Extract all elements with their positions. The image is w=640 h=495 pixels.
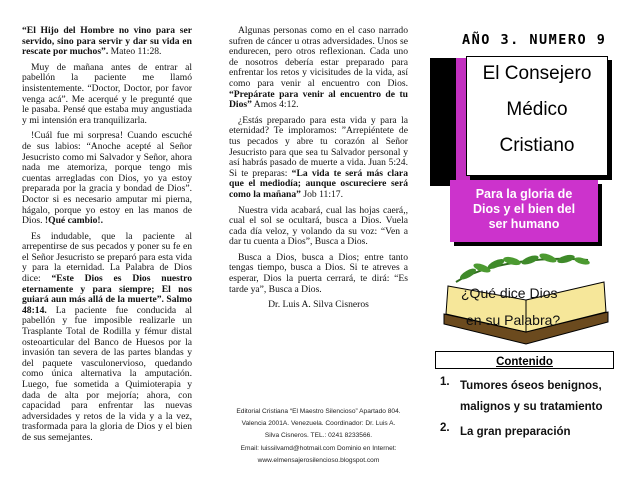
column-middle <box>229 26 408 316</box>
motto-line: Para la gloria de <box>475 187 573 201</box>
editorial-line: www.elmensajerosilencioso.blogspot.com <box>257 456 380 464</box>
title-line: Médico <box>506 99 568 120</box>
paragraph: Muy de mañana antes de entrar al pabellón la paciente me llamó insistentemente. “Doctor, Doctor, por favor venga acá”. Me acerqué y le pregunté que le pasaba. Pensé que estaba muy angustiada y mi intensión era tranquilizarla. <box>22 61 192 126</box>
paragraph-text: ¿Estás preparado para esta vida y para la eternidad? Te imploramos: ”Arrepiéntete de tus pecados y abre tu corazón al Señor Jesucristo para que sea tu Salvador personal y así habrás pasado de muerte a vida. Juan 5:24. Si te preparas: <box>229 114 408 179</box>
verse-quote: “La vida te será más clara que el mediodía; aunque oscureciere será como la mañana” <box>229 167 408 200</box>
paragraph-text: !Cuál fue mi sorpresa! Cuando escuché de sus labios: “Anoche acepté al Señor Jesucristo como mi Salvador y Señor, ahora nada me atemoriza, porque tengo mis cuentas arregladas con Dios, yo ya estoy preparada por la gracia y bondad de Dios”. Doctor si es necesario amputar mi pierna, hágalo, porque yo estoy en las manos de Dios. <box>22 130 192 227</box>
paragraph <box>229 116 408 201</box>
verse-reference: Mateo 11:28. <box>108 46 162 58</box>
opening-verse <box>22 26 192 58</box>
motto-box <box>450 180 598 242</box>
question-line: en su Palabra? <box>466 312 561 328</box>
editorial-line: Email: luissilvamd@hotmail.com Dominio en Internet: <box>240 444 397 452</box>
paragraph: Nuestra vida acabará, cual las hojas caerá,, cual el sol se ocultará, busca a Dios. Vuela cada día veloz, y volando da su voz: “Ven a dar tu cuenta a Dios”, Busca a Dios. <box>229 204 408 248</box>
verse-reference: Amos 4:12. <box>251 99 299 111</box>
contents-heading: Contenido <box>496 356 553 368</box>
toc-number: 2. <box>440 422 450 434</box>
verse-text: “El Hijo del Hombre no vino para ser servido, sino para servir y dar su vida en rescate por muchos”. <box>22 25 192 58</box>
paragraph <box>229 26 408 111</box>
paragraph: Busca a Dios, busca a Dios; entre tanto tengas tiempo, busca a Dios. Si te atreves a esperar, Dios la puerta cerrará, te dirá: “Es tarde ya”, Busca a Dios. <box>229 251 408 295</box>
paragraph-text: Algunas personas como en el caso narrado sufren de cáncer u otras adversidades. Unos se endurecen, pero otros reflexionan. Cada uno de nosotros debería estar preparado para enfrentar los retos y vicisitudes de la vida, así como para venir al encuentro con Dios. <box>229 25 408 89</box>
motto-line: Dios y el bien del <box>472 202 576 216</box>
verse-reference: Job 11:17. <box>300 188 343 200</box>
editorial-line: Valencia 2001A. Venezuela. Coordinador: Dr. Luis A. <box>241 420 396 428</box>
author-signature: Dr. Luis A. Silva Cisneros <box>268 299 369 311</box>
emphasis-text: !Qué cambio!. <box>44 215 104 227</box>
paragraph-text: Es indudable, que la paciente al arrepentirse de sus pecados y poner su fe en el Señor Jesucristo se preparó para esta vida y para la eternidad. La Palabra de Dios dice: <box>22 230 192 285</box>
paragraph-text: La paciente fue conducida al pabellón y fue imposible realizarle un Trasplante Total de Rodilla y fémur distal osteoarticular del Banco de Huesos por la invasión tan severa de las partes blandas y del paquete vasculonervioso, quedando como única alternativa la amputación. Luego, fue sometida a Quimioterapia y dada de alta por mejoría; ahora, con capacidad para enfrentar las nuevas adversidades y retos de la vida y a la vez, trasformada para la gloria de Dios y el bien de sus semejantes. <box>22 304 192 443</box>
toc-title: Tumores óseos benignos, malignos y su tratamiento <box>460 380 603 413</box>
question-line: ¿Qué dice Dios <box>461 285 558 301</box>
decorative-black-bar <box>430 58 456 186</box>
title-line: El Consejero <box>482 63 592 84</box>
verse-quote: “Prepárate para venir al encuentro de tu Dios” <box>229 88 408 111</box>
verse-quote: “Este Dios es Dios nuestro eternamente y para siempre; El nos guiará aun más allá de la muerte”. Salmo 48:14. <box>22 273 192 316</box>
toc-number: 1. <box>440 376 450 388</box>
editorial-line: Editorial Cristiana “El Maestro Silencioso” Apartado 804. <box>236 408 401 415</box>
title-box <box>466 56 608 176</box>
editorial-info <box>229 406 408 467</box>
paragraph <box>22 232 192 444</box>
motto-line: ser humano <box>488 217 560 231</box>
title-line: Cristiano <box>499 135 575 156</box>
editorial-line: Silva Cisneros. TEL.: 0241 8233566. <box>264 432 373 440</box>
paragraph <box>22 131 192 226</box>
issue-label: AÑO 3. NUMERO 9 <box>462 32 607 48</box>
contents-heading-box <box>435 351 614 369</box>
column-left <box>22 26 192 449</box>
toc-title: La gran preparación <box>460 426 571 438</box>
